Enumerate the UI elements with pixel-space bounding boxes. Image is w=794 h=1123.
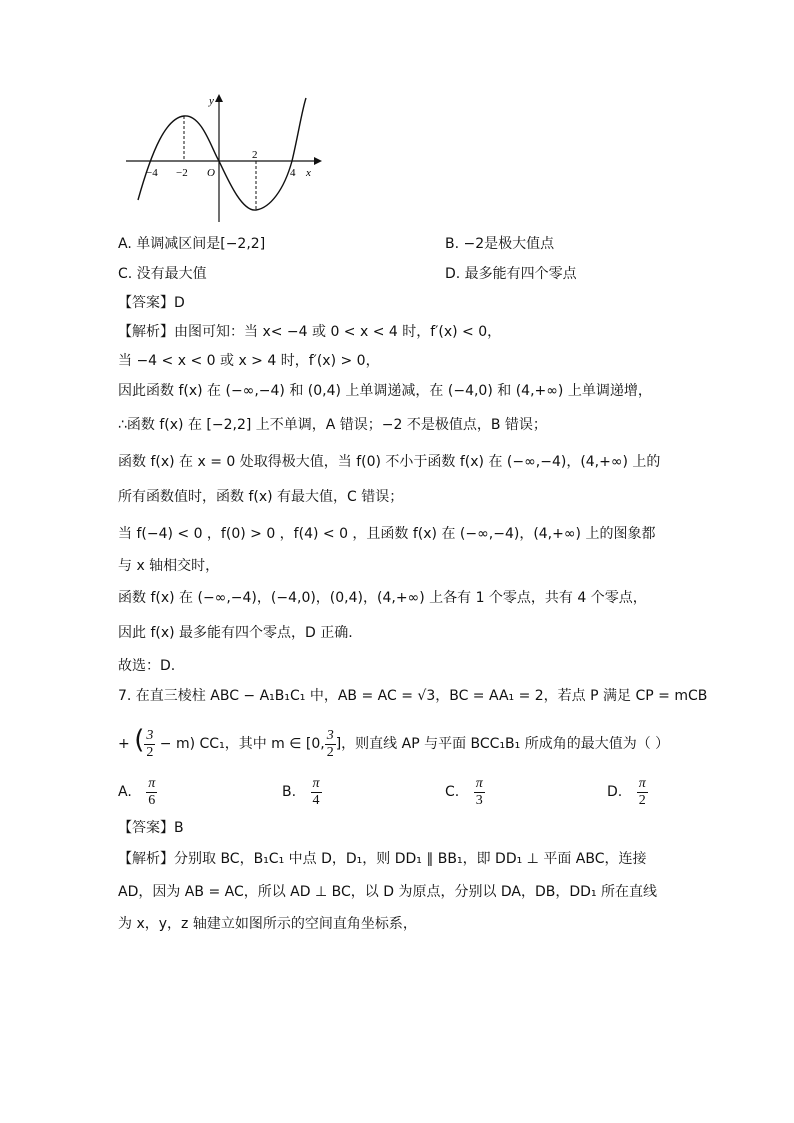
q7-option-c: C. $\frac{\pi}{3}$ [445,775,483,808]
q6-analysis-line: 当 −4 < x < 0 或 x > 4 时，f′(x) > 0， [118,353,380,369]
q6-option-d: D. 最多能有四个零点 [445,266,577,282]
q6-analysis-line: 故选：D. [118,658,176,674]
q6-analysis-line: 函数 f(x) 在 (−∞,−4)，(−4,0)，(0,4)，(4,+∞) 上各有 1 个零点，共有 4 个零点， [118,590,647,606]
q6-option-c: C. 没有最大值 [118,266,207,282]
q6-analysis-line: 【解析】由图可知：当 x< −4 或 0 < x < 4 时，f′(x) < 0， [118,324,502,340]
tick-2: 2 [252,149,258,161]
paren-left: ( [134,725,145,755]
q6-option-b: B. −2是极大值点 [445,236,555,252]
y-axis-arrow [215,94,223,102]
q6-analysis-line: ∴函数 f(x) 在 [−2,2] 上不单调，A 错误；−2 不是极值点，B 错误； [118,417,547,433]
q6-analysis-line: 当 f(−4) < 0 ，f(0) > 0 ，f(4) < 0 ，且函数 f(x) 在 (−∞,−4)，(4,+∞) 上的图象都 [118,526,656,542]
q7-option-b: B. $\frac{\pi}{4}$ [282,775,320,808]
tick-neg4: −4 [146,167,158,179]
q6-analysis-line: 所有函数值时，函数 f(x) 有最大值，C 错误； [118,489,404,505]
origin-label: O [207,167,215,179]
plus-sign: + [118,736,130,752]
function-graph [118,90,328,230]
x-axis-arrow [314,157,322,165]
q7-analysis-line: AD，因为 AB = AC，所以 AD ⊥ BC，以 D 为原点，分别以 DA，DB，DD₁ 所在直线 [118,884,658,900]
q6-option-a: A. 单调减区间是[−2,2] [118,236,266,252]
q6-answer: 【答案】D [118,295,185,311]
q6-analysis-line: 与 x 轴相交时， [118,558,220,574]
fraction-3-2: $\frac{3}{2}$ [146,727,154,760]
q7-option-d: D. $\frac{\pi}{2}$ [607,775,646,808]
tick-4: 4 [290,167,296,179]
q7-option-a: A. $\frac{\pi}{6}$ [118,775,156,808]
q7-stem-line2 [118,720,669,764]
y-label: y [209,95,214,107]
stem-middle: − m) CC₁，其中 m ∈ [0, [159,736,325,752]
x-label: x [306,167,311,179]
q6-analysis-line: 因此函数 f(x) 在 (−∞,−4) 和 (0,4) 上单调递减，在 (−4,0) 和 (4,+∞) 上单调递增， [118,383,652,399]
q7-answer: 【答案】B [118,820,184,836]
q6-analysis-line: 因此 f(x) 最多能有四个零点，D 正确. [118,625,353,641]
q7-analysis-line: 【解析】分别取 BC，B₁C₁ 中点 D，D₁，则 DD₁ ∥ BB₁，即 DD₁ ⊥ 平面 ABC，连接 [118,851,647,867]
q6-analysis-line: 函数 f(x) 在 x = 0 处取得极大值，当 f(0) 不小于函数 f(x) 在 (−∞,−4)，(4,+∞) 上的 [118,454,661,470]
curve [138,98,306,210]
fraction-interval: $\frac{3}{2}$ [326,727,334,760]
q7-stem-line1: 7. 在直三棱柱 ABC − A₁B₁C₁ 中，AB = AC = √3，BC = AA₁ = 2，若点 P 满足 CP = mCB [118,688,708,704]
stem-suffix: ]，则直线 AP 与平面 BCC₁B₁ 所成角的最大值为（ ） [335,736,670,752]
q7-analysis-line: 为 x，y，z 轴建立如图所示的空间直角坐标系， [118,916,417,932]
tick-neg2: −2 [176,167,188,179]
